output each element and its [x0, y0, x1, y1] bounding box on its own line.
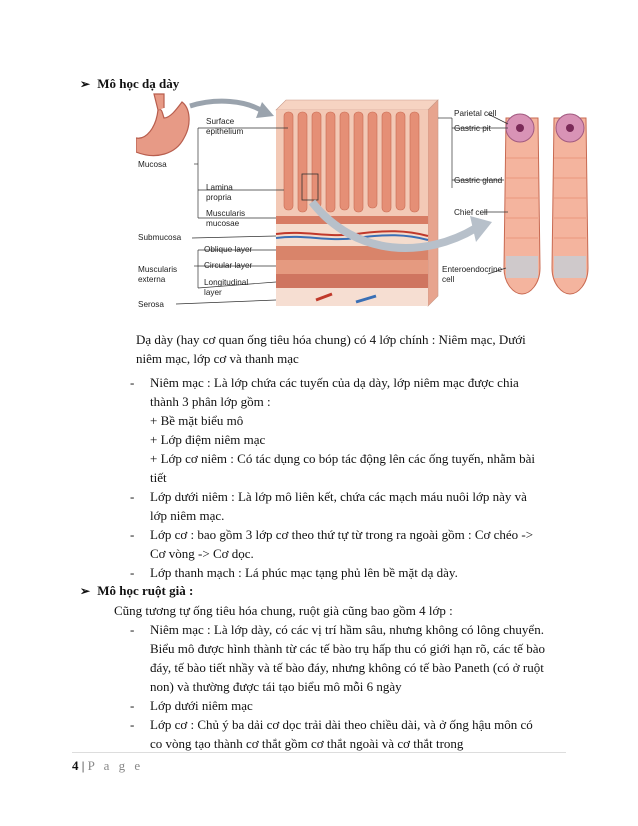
stomach-histology-figure: [136, 88, 626, 320]
label-lamina-propria: Lamina: [206, 183, 233, 192]
intro-line: niêm mạc, lớp cơ và thanh mạc: [136, 351, 299, 366]
heading-text: Mô học ruột già :: [97, 583, 194, 598]
label-muscularis-externa: Muscularis: [138, 265, 178, 274]
bullet-line: + Lớp cơ niêm : Có tác dụng co bóp tác động lên các ống tuyến, nhằm bài: [150, 451, 535, 466]
dash-bullet: -: [130, 717, 135, 732]
bullet-line: Lớp cơ : Chủ ý ba dải cơ dọc trải dài theo chiều dài, và ở ống hậu môn có: [150, 717, 533, 732]
label-gastric-pit: Gastric pit: [454, 124, 491, 133]
bullet-line: Niêm mạc : Là lớp chứa các tuyến của dạ dày, lớp niêm mạc được chia: [150, 375, 519, 390]
intro-line: Dạ dày (hay cơ quan ống tiêu hóa chung) có 4 lớp chính : Niêm mạc, Dưới: [136, 332, 526, 347]
label-muscularis-externa-2: externa: [138, 275, 166, 284]
label-parietal-cell: Parietal cell: [454, 109, 497, 118]
bullet-line: đáy, tế bào tiết nhầy và tế bào đáy, nhưng không có tế bào Paneth (có ở ruột: [150, 660, 544, 675]
dash-bullet: -: [130, 698, 135, 713]
label-muscularis-mucosae-2: mucosae: [206, 219, 240, 228]
dash-bullet: -: [130, 622, 135, 637]
tissue-block: [276, 100, 438, 306]
bullet-line: Niêm mạc : Là lớp dày, có các vị trí hầm sâu, nhưng không có lông chuyển.: [150, 622, 544, 637]
label-submucosa: Submucosa: [138, 233, 182, 242]
bullet-line: thành 3 phân lớp gồm :: [150, 394, 271, 409]
bullet-line: co vòng tạo thành cơ thắt gồm cơ thắt ngoài và cơ thắt trong: [150, 736, 464, 751]
section-heading-large-intestine: [80, 583, 193, 599]
dash-bullet: -: [130, 375, 135, 390]
label-longitudinal-layer: Longitudinal: [204, 278, 249, 287]
bullet-line: Lớp cơ : bao gồm 3 lớp cơ theo thứ tự từ trong ra ngoài gồm : Cơ chéo ->: [150, 527, 534, 542]
bullet-line: + Lớp điệm niêm mạc: [150, 432, 266, 447]
footer-separator: |: [81, 758, 85, 773]
bullet-line: Lớp dưới niêm mạc: [150, 698, 253, 713]
page-label: P a g e: [87, 758, 144, 773]
pointer-arrow: [190, 101, 264, 112]
bullet-line: lớp niêm mạc.: [150, 508, 225, 523]
bullet-line: Lớp thanh mạch : Lá phúc mạc tạng phủ lên bề mặt dạ dày.: [150, 565, 458, 580]
bullet-line: Biểu mô được hình thành từ các tế bào trụ hấp thu có giới hạn rõ, các tế bào: [150, 641, 545, 656]
bullet-line: non) và thường được tái tạo biểu mô mỗi 6 ngày: [150, 679, 402, 694]
label-mucosa: Mucosa: [138, 160, 167, 169]
label-surface-epithelium: Surface: [206, 117, 235, 126]
label-surface-epithelium-2: epithelium: [206, 127, 244, 136]
bullet-line: Cơ vòng -> Cơ dọc.: [150, 546, 254, 561]
zoom-arrow-head: [470, 216, 492, 242]
dash-bullet: -: [130, 565, 135, 580]
page-number: 4: [72, 758, 79, 773]
label-longitudinal-layer-2: layer: [204, 288, 222, 297]
footer-divider: [72, 752, 566, 753]
label-serosa: Serosa: [138, 300, 164, 309]
intro-line: Cũng tương tự ống tiêu hóa chung, ruột già cũng bao gồm 4 lớp :: [114, 603, 453, 618]
label-oblique-layer: Oblique layer: [204, 245, 253, 254]
bullet-line: tiết: [150, 470, 167, 485]
dash-bullet: -: [130, 489, 135, 504]
label-gastric-gland: Gastric gland: [454, 176, 503, 185]
gastric-gland-detail: [504, 114, 588, 294]
heading-text: Mô học dạ dày: [97, 76, 180, 91]
bullet-line: + Bề mặt biểu mô: [150, 413, 244, 428]
label-lamina-propria-2: propria: [206, 193, 232, 202]
label-enteroendocrine-cell: Enteroendocrine: [442, 265, 503, 274]
label-muscularis-mucosae: Muscularis: [206, 209, 246, 218]
page-footer: [72, 758, 143, 774]
label-circular-layer: Circular layer: [204, 261, 253, 270]
label-enteroendocrine-cell-2: cell: [442, 275, 455, 284]
arrow-bullet-icon: ➢: [80, 584, 91, 598]
stomach-icon: [136, 94, 189, 156]
bullet-line: Lớp dưới niêm : Là lớp mô liên kết, chứa các mạch máu nuôi lớp này và: [150, 489, 527, 504]
dash-bullet: -: [130, 527, 135, 542]
arrow-bullet-icon: ➢: [80, 77, 91, 91]
label-chief-cell: Chief cell: [454, 208, 488, 217]
